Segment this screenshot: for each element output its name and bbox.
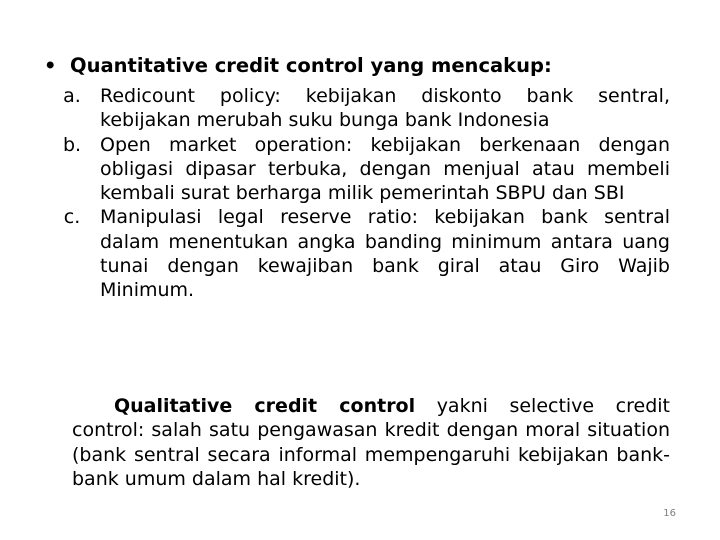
list-item-text: Redicount policy: kebijakan diskonto bank sentral, kebijakan merubah suku bunga bank Indonesia [100, 85, 670, 132]
list-marker: b. [62, 133, 82, 156]
paragraph-text: yakni selective credit control: salah satu pengawasan kredit dengan moral situation (bank sentral secara informal mempengaruhi kebijakan bank-bank umum dalam hal kredit). [72, 395, 670, 490]
list-marker: a. [63, 85, 81, 107]
page-number: 16 [663, 508, 676, 519]
list-marker: c. [63, 206, 81, 229]
list-item [50, 133, 670, 206]
list-item-text: Manipulasi legal reserve ratio: kebijakan bank sentral dalam menentukan angka banding minimum antara uang tunai dengan kewajiban bank giral atau Giro Wajib Minimum. [100, 206, 670, 302]
paragraph-bold-term: Qualitative credit control [114, 395, 416, 417]
bullet-icon: • [44, 54, 57, 77]
section-heading [44, 53, 684, 79]
list-item-text: Open market operation: kebijakan berkenaan dengan obligasi dipasar terbuka, dengan menjual atau membeli kembali surat berharga milik pemerintah SBPU dan SBI [100, 133, 670, 205]
policy-list [50, 84, 670, 303]
heading-text: Quantitative credit control yang mencakup: [70, 54, 552, 77]
qualitative-paragraph [72, 394, 670, 491]
list-item [50, 205, 670, 302]
list-item [50, 84, 670, 133]
